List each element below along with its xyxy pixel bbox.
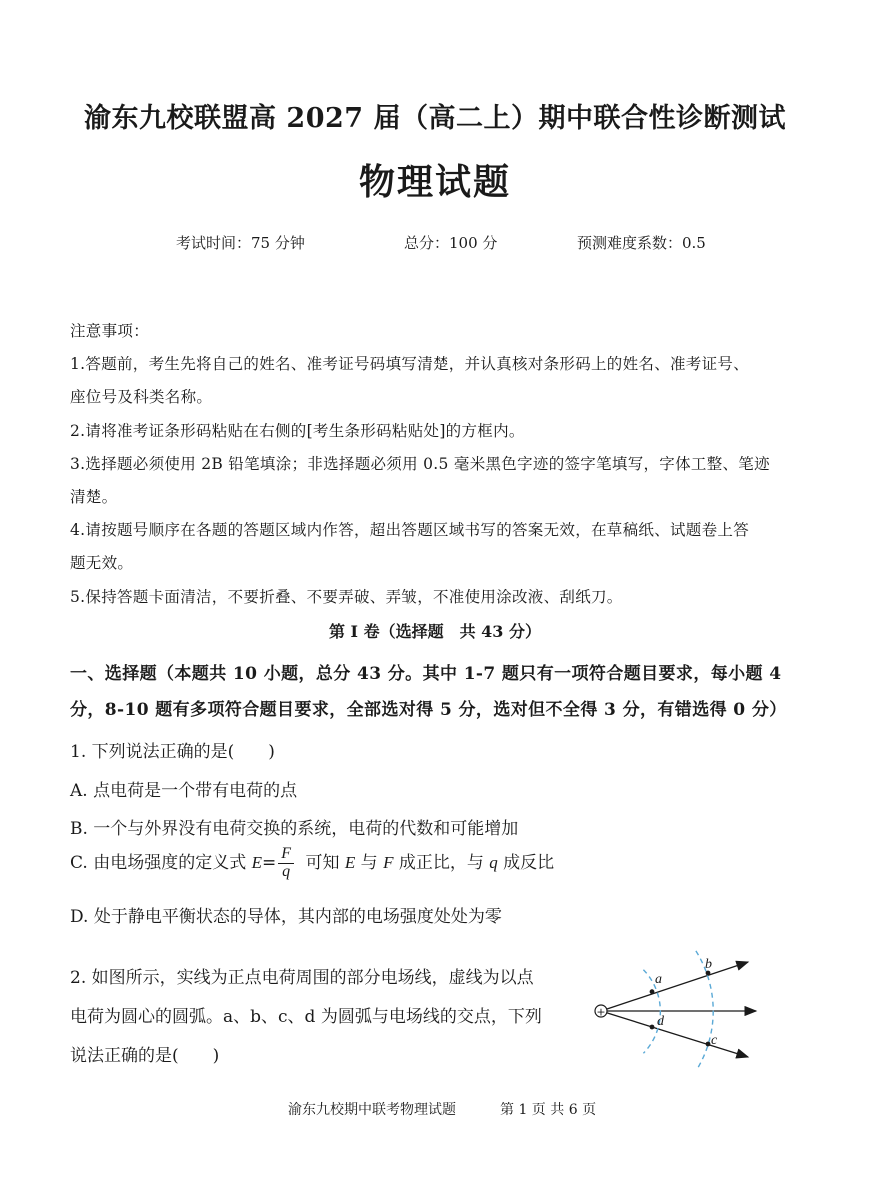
note-line: 清楚。 — [70, 488, 118, 506]
symbol-f: F — [383, 852, 394, 872]
fraction-numerator: F — [278, 846, 294, 864]
option-c-text: C. 由电场强度的定义式 — [70, 852, 252, 873]
option-c-text: 成正比，与 — [393, 852, 490, 873]
part-instructions-line2: 分，8-10 题有多项符合题目要求，全部选对得 5 分，选对但不全得 3 分，有错选得 0 分） — [70, 700, 787, 720]
note-line: 座位号及科类名称。 — [70, 388, 213, 406]
label-d: d — [657, 1014, 664, 1029]
label-c: c — [711, 1033, 718, 1048]
note-line: 1.答题前，考生先将自己的姓名、准考证号码填写清楚，并认真核对条形码上的姓名、准考证号、 — [70, 355, 749, 373]
point-a — [650, 989, 655, 994]
label-b: b — [705, 957, 712, 972]
total-score: 总分：100 分 — [404, 234, 498, 252]
question-2-line1: 2. 如图所示，实线为正点电荷周围的部分电场线，虚线为以点 — [70, 968, 534, 988]
electric-field-diagram — [585, 945, 770, 1070]
option-c-text: 成反比 — [497, 852, 555, 873]
subject-title: 物理试题 — [358, 161, 511, 203]
question-1-option-c — [70, 846, 554, 881]
note-line: 4.请按题号顺序在各题的答题区域内作答，超出答题区域书写的答案无效，在草稿纸、试题卷上答 — [70, 521, 749, 539]
label-a: a — [655, 972, 662, 987]
equals-sign: = — [262, 852, 277, 873]
note-line: 3.选择题必须使用 2B 铅笔填涂；非选择题必须用 0.5 毫米黑色字迹的签字笔填写，字体工整、笔迹 — [70, 455, 770, 473]
point-c — [706, 1042, 711, 1047]
exam-title: 渝东九校联盟高 2027 届（高二上）期中联合性诊断测试 — [84, 103, 786, 134]
footer-title: 渝东九校期中联考物理试题 — [288, 1102, 456, 1118]
fraction-denominator: q — [282, 862, 291, 880]
question-1-option-d: D. 处于静电平衡状态的导体，其内部的电场强度处处为零 — [70, 907, 502, 927]
charge-symbol: + — [596, 1005, 606, 1019]
footer-page-number: 第 1 页 共 6 页 — [500, 1102, 597, 1118]
point-d — [650, 1025, 655, 1030]
question-2-line3: 说法正确的是( ) — [70, 1046, 220, 1066]
section-title: 第 I 卷（选择题 共 43 分） — [328, 622, 542, 641]
difficulty: 预测难度系数：0.5 — [577, 234, 706, 252]
exam-time: 考试时间：75 分钟 — [176, 234, 305, 252]
symbol-e: E — [251, 852, 263, 872]
symbol-q: q — [489, 852, 498, 872]
question-1-option-b: B. 一个与外界没有电荷交换的系统，电荷的代数和可能增加 — [70, 819, 519, 839]
note-line: 2.请将准考证条形码粘贴在右侧的[考生条形码粘贴处]的方框内。 — [70, 422, 525, 440]
field-line-upper — [601, 962, 748, 1011]
part-instructions-line1: 一、选择题（本题共 10 小题，总分 43 分。其中 1-7 题只有一项符合题目要求，每小题 4 — [70, 664, 782, 684]
note-line: 5.保持答题卡面清洁，不要折叠、不要弄破、弄皱，不准使用涂改液、刮纸刀。 — [70, 588, 623, 606]
option-c-text: 可知 — [300, 852, 345, 873]
field-line-lower — [601, 1011, 748, 1057]
question-2-line2: 电荷为圆心的圆弧。a、b、c、d 为圆弧与电场线的交点，下列 — [70, 1007, 542, 1027]
option-c-text: 与 — [355, 852, 384, 873]
question-1-stem: 1. 下列说法正确的是( ) — [70, 742, 275, 762]
note-line: 题无效。 — [70, 554, 134, 572]
symbol-e: E — [344, 852, 356, 872]
fraction-f-over-q — [278, 846, 294, 881]
notes-heading: 注意事项： — [70, 322, 150, 340]
question-1-option-a: A. 点电荷是一个带有电荷的点 — [70, 781, 298, 801]
